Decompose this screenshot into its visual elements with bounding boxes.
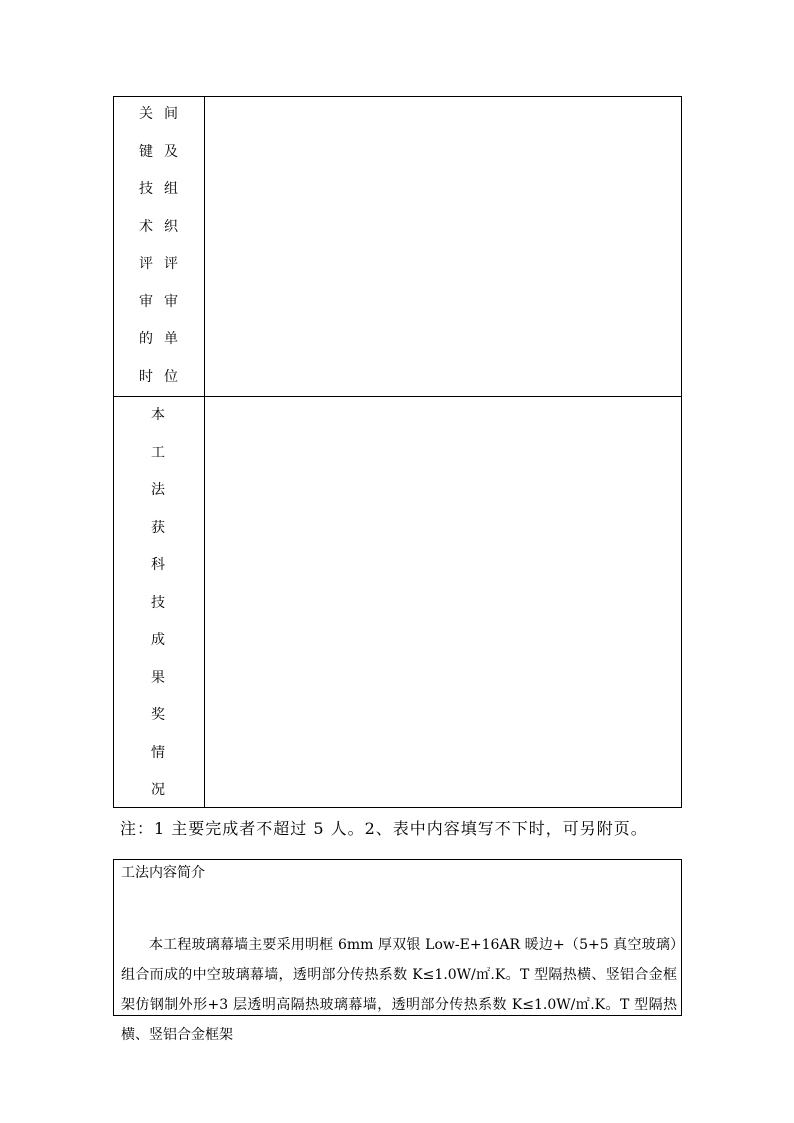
- row1-label-col2-char: 评: [164, 256, 178, 272]
- row1-label-col2-char: 及: [164, 143, 178, 160]
- row1-label-col1-char: 审: [139, 293, 153, 310]
- intro-paragraph: 本工程玻璃幕墙主要采用明框 6mm 厚双银 Low-E+16AR 暖边+（5+5 真空玻璃）组合而成的中空玻璃幕墙，透明部分传热系数 K≤1.0W/㎡.K。T 型隔热横、竖铝合金框架仿钢制外形+3 层透明高隔热玻璃幕墙，透明部分传热系数 K≤1.0W/㎡.K。T 型隔热横、竖铝合金框架: [121, 937, 677, 1043]
- row1-label-col1-char: 技: [139, 181, 153, 197]
- intro-body: [121, 930, 677, 1043]
- row2-label-char: 获: [151, 519, 165, 536]
- row1-label-col2: [162, 96, 180, 396]
- row2-label-char: 成: [151, 632, 165, 648]
- row1-label-col2-char: 间: [164, 106, 178, 122]
- row2-label-char: 情: [151, 744, 165, 761]
- row2-label-col: [149, 397, 167, 810]
- row2-label-char: 技: [151, 594, 165, 611]
- row1-label-col2-char: 组: [164, 181, 178, 197]
- row1-label-col1-char: 键: [139, 143, 153, 160]
- row1-label-col2-char: 织: [164, 218, 178, 235]
- row1-label-col1-char: 术: [139, 218, 153, 235]
- row2-label-char: 况: [151, 782, 165, 798]
- row2-label-char: 法: [151, 482, 165, 498]
- row2-label-char: 奖: [151, 707, 165, 723]
- row1-label-col1-char: 评: [139, 256, 153, 272]
- row1-label-col2-char: 审: [164, 293, 178, 310]
- row2-label-char: 科: [151, 557, 165, 573]
- footnote: 注：1 主要完成者不超过 5 人。2、表中内容填写不下时，可另附页。: [120, 819, 648, 838]
- row1-label-col1-char: 时: [139, 368, 153, 385]
- row1-label-col1-char: 的: [139, 331, 153, 347]
- row2-content-cell[interactable]: [205, 397, 681, 807]
- row1-label-col2-char: 单: [164, 331, 178, 347]
- row1-label-col1: [137, 96, 155, 396]
- row1-content-cell[interactable]: [205, 97, 681, 396]
- row1-label-col1-char: 关: [139, 106, 153, 122]
- row2-label-char: 本: [151, 407, 165, 423]
- row1-label-col2-char: 位: [164, 368, 178, 385]
- row2-label-char: 果: [151, 669, 165, 686]
- row2-label-char: 工: [151, 444, 165, 461]
- intro-title: 工法内容简介: [121, 865, 205, 881]
